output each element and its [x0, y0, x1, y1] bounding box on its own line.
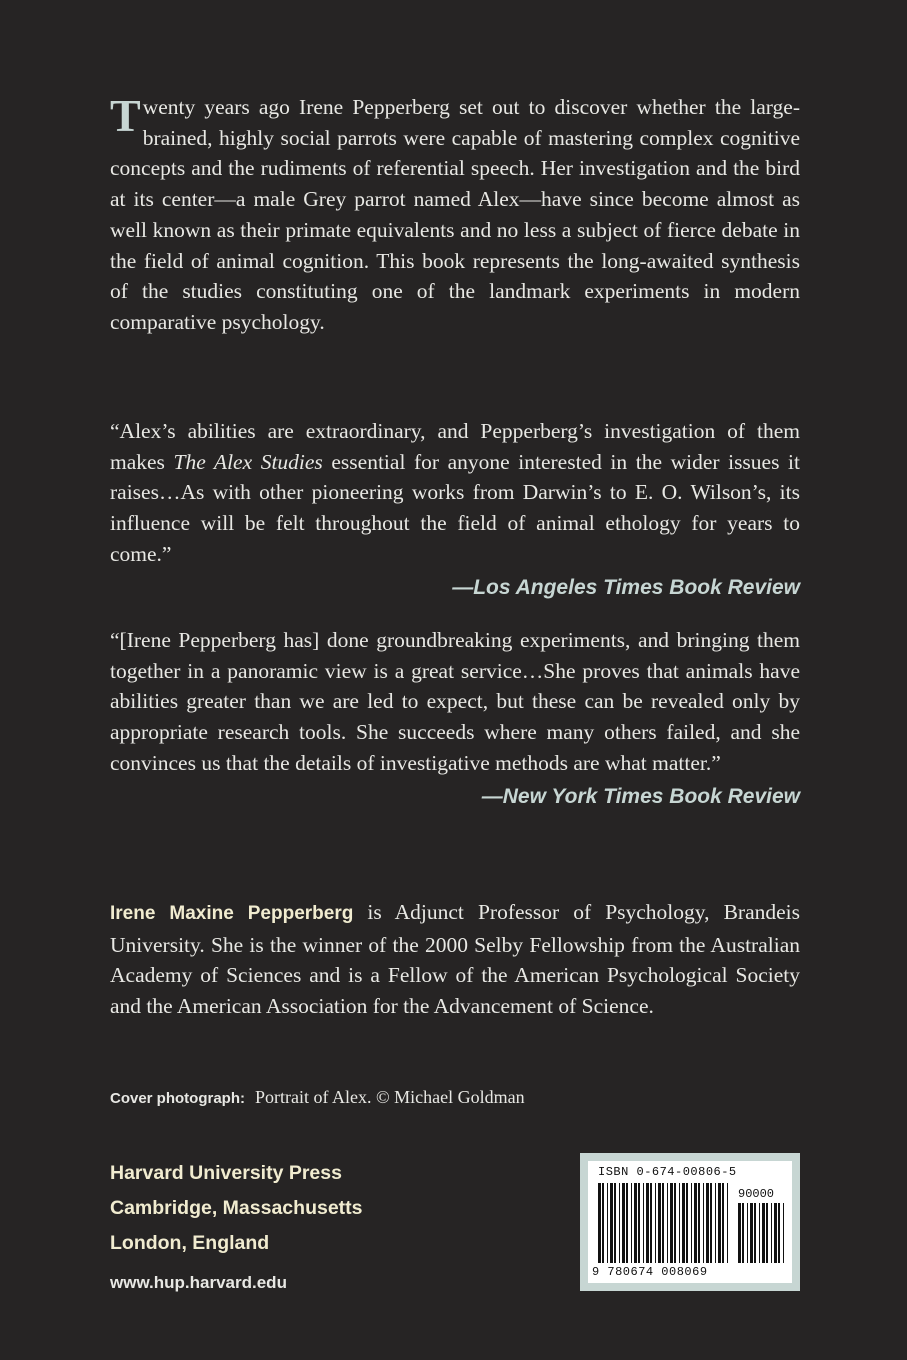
barcode-bar [670, 1183, 673, 1263]
quote1-attribution: —Los Angeles Times Book Review [452, 575, 800, 599]
barcode-panel [580, 1153, 800, 1291]
credit-text: Portrait of Alex. © Michael Goldman [255, 1087, 525, 1107]
barcode-bar [759, 1203, 760, 1263]
barcode-bar [762, 1203, 765, 1263]
barcode-bar [718, 1183, 721, 1263]
review-quote-la-times [110, 416, 800, 603]
barcode-bar [638, 1183, 640, 1263]
author-name: Irene Maxine Pepperberg [110, 903, 354, 924]
barcode-bar [715, 1183, 716, 1263]
barcode-bar [682, 1183, 685, 1263]
barcode-bar [710, 1183, 712, 1263]
publisher-city: Cambridge, Massachusetts [110, 1197, 363, 1219]
barcode-bar [691, 1183, 692, 1263]
barcode-bar [607, 1183, 608, 1263]
publisher-website: www.hup.harvard.edu [110, 1273, 287, 1292]
author-bio-text: is Adjunct Professor of Psychology, Brandeis University. She is the winner of the 2000 Selby Fellowship from the Australian Academy of Sciences and is a Fellow of the American Psychological Society and the American Association for the Advancement of Science. [110, 900, 800, 1019]
quote2-text: “[Irene Pepperberg has] done groundbreaking experiments, and bringing them together in a panoramic view is a great service…She proves that animals have abilities greater than we are led to expect, but these can be revealed only by appropriate research tools. She succeeds where many others failed, and she convinces us that the details of investigative methods are what matter.” [110, 628, 800, 775]
barcode-bar [634, 1183, 637, 1263]
barcode-bar [598, 1183, 601, 1263]
intro-paragraph [110, 92, 800, 338]
barcode-bar [679, 1183, 680, 1263]
addon-price-code: 90000 [738, 1187, 775, 1201]
barcode-bar [650, 1183, 652, 1263]
barcode-bar [747, 1203, 748, 1263]
barcode-bar [646, 1183, 649, 1263]
barcode-bar [783, 1203, 784, 1263]
barcode-label [588, 1161, 792, 1283]
credit-label: Cover photograph: [110, 1090, 245, 1107]
publisher-name: Harvard University Press [110, 1162, 342, 1184]
barcode-bar [626, 1183, 628, 1263]
quote1-text-before: “Alex’s abilities are extraordinary, and Pepperberg’s investigation of them makes [110, 419, 800, 474]
barcode-bar [706, 1183, 709, 1263]
review-quote-ny-times [110, 625, 800, 812]
barcode-bar [703, 1183, 704, 1263]
barcode-bar [655, 1183, 656, 1263]
barcode-bar [778, 1203, 780, 1263]
author-bio [110, 897, 800, 1022]
publisher-block [110, 1156, 363, 1261]
quote2-attribution: —New York Times Book Review [481, 784, 800, 808]
quote1-text-after: essential for anyone interested in the wider issues it raises…As with other pioneering works from Darwin’s to E. O. Wilson’s, its influence will be felt throughout the field of animal ethology for years to come.” [110, 449, 800, 566]
cover-credit [110, 1085, 525, 1111]
barcode-bar [698, 1183, 700, 1263]
barcode-bar [727, 1183, 728, 1263]
barcode-bar [631, 1183, 632, 1263]
publisher-country: London, England [110, 1232, 270, 1254]
barcode-bar [619, 1183, 620, 1263]
barcode-bar [662, 1183, 664, 1263]
barcode-bar [771, 1203, 772, 1263]
intro-text: wenty years ago Irene Pepperberg set out to discover whether the large-brained, highly social parrots were capable of mastering complex cognitive concepts and the rudiments of referential speech. Her investigation and the bird at its center—a male Grey parrot named Alex—have since become almost as well known as their primate equivalents and no less a subject of fierce debate in the field of animal cognition. This book represents the long-awaited synthesis of the studies constituting one of the landmark experiments in modern comparative psychology. [110, 95, 800, 334]
isbn-text: ISBN 0-674-00806-5 [598, 1165, 737, 1179]
barcode-bar [754, 1203, 756, 1263]
barcode-bar [694, 1183, 697, 1263]
barcode-bar [766, 1203, 768, 1263]
barcode-bar [610, 1183, 613, 1263]
barcode-bar [667, 1183, 668, 1263]
barcode-bar [738, 1203, 741, 1263]
barcode-bar [742, 1203, 744, 1263]
ean-number: 9 780674 008069 [592, 1265, 708, 1279]
barcode-bar [674, 1183, 676, 1263]
barcode-bar [686, 1183, 688, 1263]
book-title-italic: The Alex Studies [173, 449, 323, 474]
barcode-bar [774, 1203, 777, 1263]
barcode-bar [643, 1183, 644, 1263]
barcode-bar [658, 1183, 661, 1263]
barcode-bar [602, 1183, 604, 1263]
barcode-bar [614, 1183, 616, 1263]
barcode-bar [622, 1183, 625, 1263]
dropcap-letter: T [110, 90, 141, 141]
barcode-bar [722, 1183, 724, 1263]
barcode-bar [750, 1203, 753, 1263]
